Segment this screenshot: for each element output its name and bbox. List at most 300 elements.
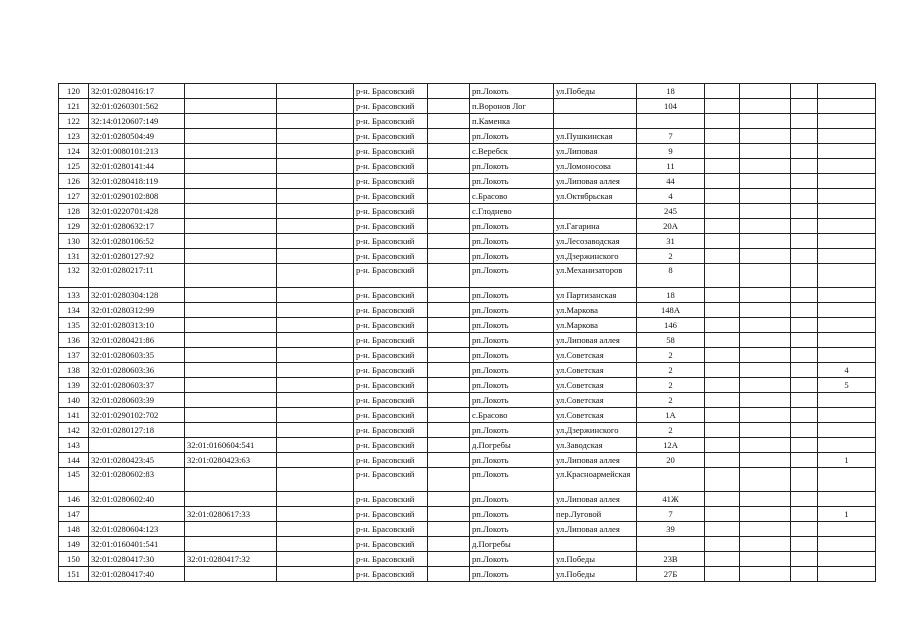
- district-cell: р-н. Брасовский: [354, 144, 428, 159]
- cadastral-number-2-cell: [185, 423, 277, 438]
- district-cell: р-н. Брасовский: [354, 159, 428, 174]
- cadastral-number-2-cell: [185, 114, 277, 129]
- note-value-cell: [818, 264, 876, 288]
- district-cell: р-н. Брасовский: [354, 333, 428, 348]
- street-cell: [554, 537, 637, 552]
- blank-cell-cell: [277, 408, 354, 423]
- cadastral-number-2-cell: [185, 99, 277, 114]
- table-row: [59, 288, 876, 303]
- table-row: [59, 552, 876, 567]
- cadastral-number-cell: 32:01:0280418:119: [89, 174, 185, 189]
- blank-cell-cell: [740, 423, 791, 438]
- note-value-cell: [818, 393, 876, 408]
- district-cell: р-н. Брасовский: [354, 129, 428, 144]
- table-row: [59, 378, 876, 393]
- note-value-cell: [818, 219, 876, 234]
- locality-cell: с.Брасово: [470, 408, 554, 423]
- row-number-cell: 130: [59, 234, 89, 249]
- blank-cell-cell: [740, 333, 791, 348]
- blank-cell-cell: [791, 423, 818, 438]
- house-number-cell: 7: [637, 129, 705, 144]
- street-cell: ул.Советская: [554, 378, 637, 393]
- blank-cell-cell: [705, 522, 740, 537]
- blank-cell-cell: [277, 288, 354, 303]
- blank-cell-cell: [740, 453, 791, 468]
- row-number-cell: 143: [59, 438, 89, 453]
- blank-cell-cell: [277, 567, 354, 582]
- note-value-cell: [818, 174, 876, 189]
- blank-cell-cell: [428, 204, 470, 219]
- cadastral-number-2-cell: [185, 363, 277, 378]
- district-cell: р-н. Брасовский: [354, 264, 428, 288]
- note-value-cell: [818, 189, 876, 204]
- locality-cell: рп.Локоть: [470, 264, 554, 288]
- blank-cell-cell: [277, 303, 354, 318]
- blank-cell-cell: [428, 84, 470, 99]
- locality-cell: рп.Локоть: [470, 378, 554, 393]
- blank-cell-cell: [740, 468, 791, 492]
- blank-cell-cell: [791, 537, 818, 552]
- district-cell: р-н. Брасовский: [354, 318, 428, 333]
- street-cell: ул.Советская: [554, 363, 637, 378]
- blank-cell-cell: [428, 453, 470, 468]
- house-number-cell: 7: [637, 507, 705, 522]
- cadastral-number-2-cell: [185, 84, 277, 99]
- blank-cell-cell: [428, 522, 470, 537]
- blank-cell-cell: [705, 303, 740, 318]
- table-row: [59, 507, 876, 522]
- street-cell: пер.Луговой: [554, 507, 637, 522]
- cadastral-number-cell: 32:01:0280423:45: [89, 453, 185, 468]
- cadastral-number-cell: 32:01:0280604:123: [89, 522, 185, 537]
- district-cell: р-н. Брасовский: [354, 378, 428, 393]
- note-value-cell: [818, 333, 876, 348]
- district-cell: р-н. Брасовский: [354, 84, 428, 99]
- table-row: [59, 348, 876, 363]
- locality-cell: рп.Локоть: [470, 234, 554, 249]
- street-cell: ул.Советская: [554, 348, 637, 363]
- note-value-cell: [818, 159, 876, 174]
- cadastral-number-2-cell: [185, 318, 277, 333]
- locality-cell: рп.Локоть: [470, 423, 554, 438]
- blank-cell-cell: [705, 288, 740, 303]
- locality-cell: рп.Локоть: [470, 393, 554, 408]
- locality-cell: рп.Локоть: [470, 219, 554, 234]
- cadastral-number-cell: 32:01:0280304:128: [89, 288, 185, 303]
- blank-cell-cell: [740, 363, 791, 378]
- blank-cell-cell: [428, 189, 470, 204]
- blank-cell-cell: [277, 492, 354, 507]
- street-cell: [554, 204, 637, 219]
- blank-cell-cell: [705, 537, 740, 552]
- blank-cell-cell: [705, 552, 740, 567]
- street-cell: ул.Гагарина: [554, 219, 637, 234]
- note-value-cell: 1: [818, 453, 876, 468]
- table-row: [59, 453, 876, 468]
- note-value-cell: [818, 567, 876, 582]
- row-number-cell: 145: [59, 468, 89, 492]
- cadastral-number-cell: 32:01:0280603:35: [89, 348, 185, 363]
- cadastral-number-2-cell: 32:01:0160604:541: [185, 438, 277, 453]
- blank-cell-cell: [791, 144, 818, 159]
- blank-cell-cell: [791, 234, 818, 249]
- blank-cell-cell: [740, 234, 791, 249]
- blank-cell-cell: [740, 393, 791, 408]
- blank-cell-cell: [705, 144, 740, 159]
- house-number-cell: 1А: [637, 408, 705, 423]
- note-value-cell: [818, 408, 876, 423]
- district-cell: р-н. Брасовский: [354, 219, 428, 234]
- street-cell: ул.Ломоносова: [554, 159, 637, 174]
- row-number-cell: 135: [59, 318, 89, 333]
- district-cell: р-н. Брасовский: [354, 453, 428, 468]
- blank-cell-cell: [791, 453, 818, 468]
- cadastral-number-cell: 32:01:0280106:52: [89, 234, 185, 249]
- blank-cell-cell: [705, 438, 740, 453]
- cadastral-number-cell: [89, 438, 185, 453]
- district-cell: р-н. Брасовский: [354, 537, 428, 552]
- table-row: [59, 129, 876, 144]
- cadastral-number-2-cell: [185, 174, 277, 189]
- district-cell: р-н. Брасовский: [354, 552, 428, 567]
- blank-cell-cell: [428, 159, 470, 174]
- blank-cell-cell: [705, 249, 740, 264]
- blank-cell-cell: [740, 507, 791, 522]
- cadastral-number-2-cell: [185, 204, 277, 219]
- blank-cell-cell: [705, 423, 740, 438]
- table-row: [59, 174, 876, 189]
- note-value-cell: 4: [818, 363, 876, 378]
- street-cell: ул Партизанская: [554, 288, 637, 303]
- cadastral-number-2-cell: [185, 303, 277, 318]
- cadastral-number-cell: 32:01:0280417:40: [89, 567, 185, 582]
- locality-cell: рп.Локоть: [470, 507, 554, 522]
- locality-cell: рп.Локоть: [470, 174, 554, 189]
- blank-cell-cell: [428, 438, 470, 453]
- house-number-cell: [637, 468, 705, 492]
- district-cell: р-н. Брасовский: [354, 249, 428, 264]
- blank-cell-cell: [740, 492, 791, 507]
- row-number-cell: 121: [59, 99, 89, 114]
- house-number-cell: 9: [637, 144, 705, 159]
- cadastral-number-2-cell: 32:01:0280423:63: [185, 453, 277, 468]
- house-number-cell: 4: [637, 189, 705, 204]
- blank-cell-cell: [791, 408, 818, 423]
- house-number-cell: 2: [637, 249, 705, 264]
- blank-cell-cell: [428, 333, 470, 348]
- blank-cell-cell: [428, 468, 470, 492]
- locality-cell: рп.Локоть: [470, 288, 554, 303]
- blank-cell-cell: [791, 333, 818, 348]
- note-value-cell: [818, 522, 876, 537]
- blank-cell-cell: [277, 552, 354, 567]
- row-number-cell: 149: [59, 537, 89, 552]
- blank-cell-cell: [740, 288, 791, 303]
- district-cell: р-н. Брасовский: [354, 114, 428, 129]
- blank-cell-cell: [740, 129, 791, 144]
- cadastral-number-cell: 32:01:0280312:99: [89, 303, 185, 318]
- row-number-cell: 142: [59, 423, 89, 438]
- house-number-cell: 58: [637, 333, 705, 348]
- blank-cell-cell: [791, 552, 818, 567]
- blank-cell-cell: [428, 423, 470, 438]
- cadastral-number-cell: 32:01:0280421:86: [89, 333, 185, 348]
- locality-cell: с.Глоднево: [470, 204, 554, 219]
- locality-cell: рп.Локоть: [470, 363, 554, 378]
- district-cell: р-н. Брасовский: [354, 348, 428, 363]
- cadastral-number-cell: 32:01:0280603:37: [89, 378, 185, 393]
- table-body: [59, 84, 876, 582]
- blank-cell-cell: [791, 204, 818, 219]
- house-number-cell: 23В: [637, 552, 705, 567]
- blank-cell-cell: [277, 363, 354, 378]
- blank-cell-cell: [791, 159, 818, 174]
- blank-cell-cell: [277, 219, 354, 234]
- blank-cell-cell: [791, 522, 818, 537]
- cadastral-number-2-cell: [185, 348, 277, 363]
- blank-cell-cell: [428, 264, 470, 288]
- table-row: [59, 189, 876, 204]
- cadastral-number-2-cell: 32:01:0280417:32: [185, 552, 277, 567]
- blank-cell-cell: [705, 129, 740, 144]
- blank-cell-cell: [705, 84, 740, 99]
- cadastral-number-cell: 32:01:0280602:83: [89, 468, 185, 492]
- district-cell: р-н. Брасовский: [354, 303, 428, 318]
- row-number-cell: 124: [59, 144, 89, 159]
- blank-cell-cell: [740, 567, 791, 582]
- locality-cell: с.Веребск: [470, 144, 554, 159]
- street-cell: ул.Победы: [554, 567, 637, 582]
- blank-cell-cell: [791, 264, 818, 288]
- street-cell: ул.Липовая аллея: [554, 492, 637, 507]
- blank-cell-cell: [705, 159, 740, 174]
- blank-cell-cell: [428, 567, 470, 582]
- cadastral-number-2-cell: [185, 129, 277, 144]
- street-cell: ул.Липовая аллея: [554, 453, 637, 468]
- blank-cell-cell: [791, 567, 818, 582]
- note-value-cell: 5: [818, 378, 876, 393]
- row-number-cell: 128: [59, 204, 89, 219]
- blank-cell-cell: [277, 453, 354, 468]
- blank-cell-cell: [791, 492, 818, 507]
- district-cell: р-н. Брасовский: [354, 189, 428, 204]
- row-number-cell: 133: [59, 288, 89, 303]
- row-number-cell: 136: [59, 333, 89, 348]
- blank-cell-cell: [705, 318, 740, 333]
- table-row: [59, 318, 876, 333]
- note-value-cell: [818, 84, 876, 99]
- note-value-cell: [818, 129, 876, 144]
- note-value-cell: [818, 234, 876, 249]
- table-row: [59, 522, 876, 537]
- cadastral-number-2-cell: [185, 144, 277, 159]
- row-number-cell: 131: [59, 249, 89, 264]
- blank-cell-cell: [740, 84, 791, 99]
- note-value-cell: [818, 114, 876, 129]
- house-number-cell: 31: [637, 234, 705, 249]
- locality-cell: рп.Локоть: [470, 567, 554, 582]
- house-number-cell: 2: [637, 363, 705, 378]
- cadastral-number-cell: 32:01:0280217:11: [89, 264, 185, 288]
- cadastral-number-cell: 32:01:0290102:702: [89, 408, 185, 423]
- street-cell: ул.Октябрьская: [554, 189, 637, 204]
- row-number-cell: 132: [59, 264, 89, 288]
- district-cell: р-н. Брасовский: [354, 99, 428, 114]
- cadastral-number-cell: 32:01:0160401:541: [89, 537, 185, 552]
- row-number-cell: 137: [59, 348, 89, 363]
- street-cell: ул.Заводская: [554, 438, 637, 453]
- street-cell: ул.Советская: [554, 408, 637, 423]
- street-cell: ул.Липовая: [554, 144, 637, 159]
- blank-cell-cell: [277, 393, 354, 408]
- blank-cell-cell: [277, 129, 354, 144]
- house-number-cell: 18: [637, 288, 705, 303]
- blank-cell-cell: [277, 114, 354, 129]
- cadastral-number-cell: 32:01:0220701:428: [89, 204, 185, 219]
- blank-cell-cell: [791, 288, 818, 303]
- house-number-cell: 20: [637, 453, 705, 468]
- cadastral-number-cell: 32:01:0280603:39: [89, 393, 185, 408]
- blank-cell-cell: [705, 174, 740, 189]
- cadastral-number-cell: 32:01:0280127:18: [89, 423, 185, 438]
- district-cell: р-н. Брасовский: [354, 567, 428, 582]
- locality-cell: рп.Локоть: [470, 552, 554, 567]
- locality-cell: рп.Локоть: [470, 453, 554, 468]
- street-cell: ул.Победы: [554, 84, 637, 99]
- note-value-cell: [818, 492, 876, 507]
- blank-cell-cell: [277, 468, 354, 492]
- property-register-table: [58, 83, 876, 582]
- blank-cell-cell: [740, 144, 791, 159]
- blank-cell-cell: [428, 318, 470, 333]
- note-value-cell: [818, 348, 876, 363]
- row-number-cell: 148: [59, 522, 89, 537]
- blank-cell-cell: [705, 378, 740, 393]
- cadastral-number-cell: 32:01:0280416:17: [89, 84, 185, 99]
- blank-cell-cell: [277, 537, 354, 552]
- blank-cell-cell: [791, 114, 818, 129]
- cadastral-number-cell: 32:01:0260301:562: [89, 99, 185, 114]
- street-cell: ул.Липовая аллея: [554, 174, 637, 189]
- blank-cell-cell: [428, 144, 470, 159]
- district-cell: р-н. Брасовский: [354, 288, 428, 303]
- row-number-cell: 122: [59, 114, 89, 129]
- street-cell: [554, 99, 637, 114]
- blank-cell-cell: [428, 378, 470, 393]
- house-number-cell: 245: [637, 204, 705, 219]
- blank-cell-cell: [277, 333, 354, 348]
- house-number-cell: 11: [637, 159, 705, 174]
- house-number-cell: 39: [637, 522, 705, 537]
- table-row: [59, 363, 876, 378]
- street-cell: ул.Дзержинского: [554, 249, 637, 264]
- blank-cell-cell: [705, 348, 740, 363]
- blank-cell-cell: [791, 318, 818, 333]
- street-cell: ул.Липовая аллея: [554, 522, 637, 537]
- cadastral-number-cell: 32:01:0290102:808: [89, 189, 185, 204]
- blank-cell-cell: [705, 264, 740, 288]
- blank-cell-cell: [791, 303, 818, 318]
- district-cell: р-н. Брасовский: [354, 363, 428, 378]
- cadastral-number-2-cell: [185, 393, 277, 408]
- blank-cell-cell: [740, 522, 791, 537]
- district-cell: р-н. Брасовский: [354, 468, 428, 492]
- blank-cell-cell: [277, 318, 354, 333]
- blank-cell-cell: [705, 219, 740, 234]
- table-row: [59, 84, 876, 99]
- table-row: [59, 537, 876, 552]
- note-value-cell: [818, 99, 876, 114]
- blank-cell-cell: [705, 363, 740, 378]
- cadastral-number-2-cell: [185, 219, 277, 234]
- locality-cell: д.Погребы: [470, 537, 554, 552]
- locality-cell: рп.Локоть: [470, 249, 554, 264]
- cadastral-number-cell: 32:01:0280417:30: [89, 552, 185, 567]
- blank-cell-cell: [705, 99, 740, 114]
- row-number-cell: 141: [59, 408, 89, 423]
- blank-cell-cell: [791, 438, 818, 453]
- locality-cell: рп.Локоть: [470, 159, 554, 174]
- blank-cell-cell: [705, 408, 740, 423]
- cadastral-number-2-cell: [185, 234, 277, 249]
- blank-cell-cell: [277, 189, 354, 204]
- house-number-cell: 41Ж: [637, 492, 705, 507]
- street-cell: ул.Советская: [554, 393, 637, 408]
- blank-cell-cell: [740, 264, 791, 288]
- row-number-cell: 127: [59, 189, 89, 204]
- row-number-cell: 120: [59, 84, 89, 99]
- row-number-cell: 129: [59, 219, 89, 234]
- house-number-cell: 2: [637, 348, 705, 363]
- blank-cell-cell: [428, 393, 470, 408]
- house-number-cell: 104: [637, 99, 705, 114]
- cadastral-number-2-cell: [185, 333, 277, 348]
- blank-cell-cell: [428, 303, 470, 318]
- blank-cell-cell: [277, 249, 354, 264]
- cadastral-number-cell: [89, 507, 185, 522]
- blank-cell-cell: [705, 567, 740, 582]
- note-value-cell: [818, 249, 876, 264]
- cadastral-number-cell: 32:01:0280127:92: [89, 249, 185, 264]
- locality-cell: п.Каменка: [470, 114, 554, 129]
- blank-cell-cell: [705, 204, 740, 219]
- table-row: [59, 264, 876, 288]
- blank-cell-cell: [277, 174, 354, 189]
- house-number-cell: [637, 537, 705, 552]
- locality-cell: с.Брасово: [470, 189, 554, 204]
- locality-cell: п.Воронов Лог: [470, 99, 554, 114]
- locality-cell: рп.Локоть: [470, 468, 554, 492]
- blank-cell-cell: [740, 438, 791, 453]
- blank-cell-cell: [428, 348, 470, 363]
- blank-cell-cell: [705, 333, 740, 348]
- note-value-cell: 1: [818, 507, 876, 522]
- cadastral-number-cell: 32:01:0080101:213: [89, 144, 185, 159]
- house-number-cell: [637, 114, 705, 129]
- row-number-cell: 126: [59, 174, 89, 189]
- note-value-cell: [818, 468, 876, 492]
- table-row: [59, 144, 876, 159]
- table-row: [59, 567, 876, 582]
- blank-cell-cell: [277, 144, 354, 159]
- blank-cell-cell: [791, 99, 818, 114]
- locality-cell: рп.Локоть: [470, 129, 554, 144]
- cadastral-number-2-cell: [185, 288, 277, 303]
- street-cell: ул.Пушкинская: [554, 129, 637, 144]
- locality-cell: рп.Локоть: [470, 522, 554, 537]
- street-cell: [554, 114, 637, 129]
- blank-cell-cell: [428, 114, 470, 129]
